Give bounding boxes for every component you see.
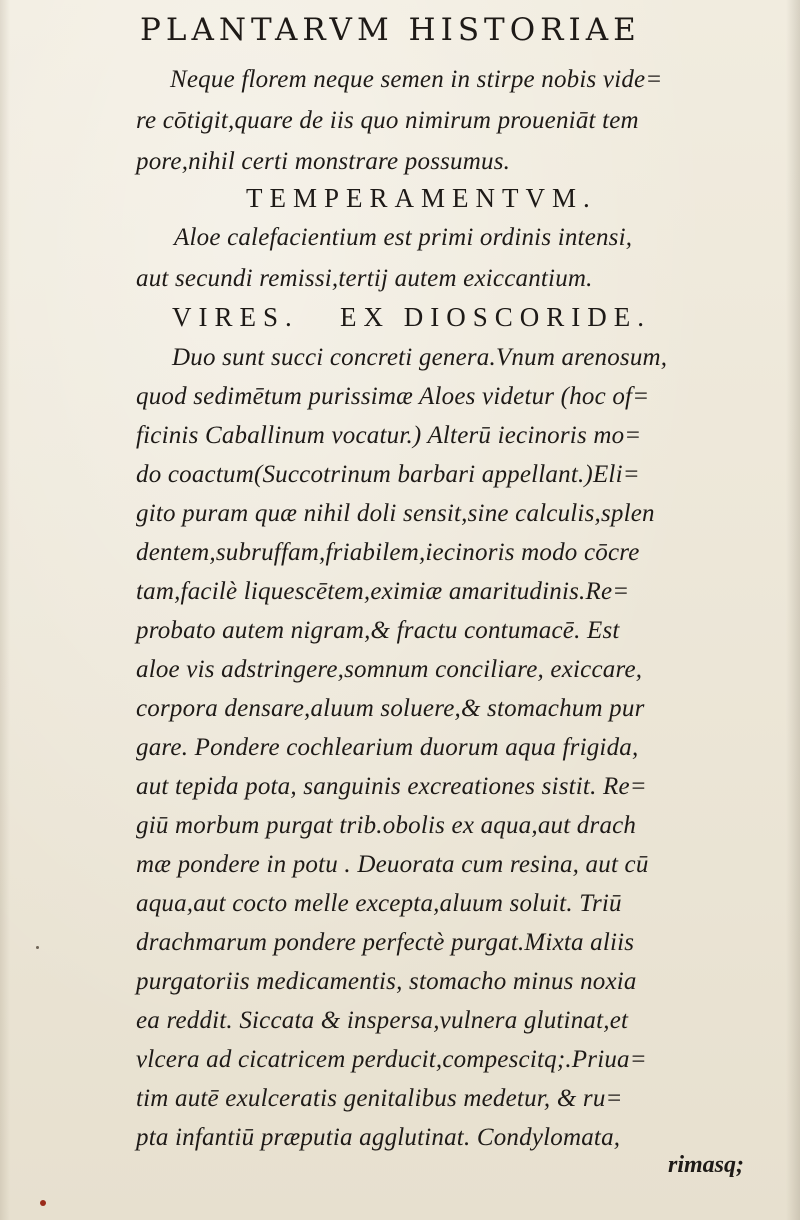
text-line: gito puram quæ nihil doli sensit,sine calculis,splen (136, 500, 655, 527)
text-line: probato autem nigram,& fractu contumacē. Est (136, 617, 620, 644)
text-line: do coactum(Succotrinum barbari appellant.)Eli= (136, 461, 640, 488)
text-line: purgatoriis medicamentis, stomacho minus noxia (136, 968, 637, 995)
text-line: ficinis Caballinum vocatur.) Alterū iecinoris mo= (136, 422, 642, 449)
text-line: aut tepida pota, sanguinis excreationes sistit. Re= (136, 773, 647, 800)
text-line: re cōtigit,quare de iis quo nimirum proueniāt tem (136, 107, 639, 134)
text-line: pta infantiū præputia agglutinat. Condylomata, (136, 1124, 621, 1151)
text-line: Neque florem neque semen in stirpe nobis vide= (170, 66, 663, 93)
text-line: quod sedimētum purissimæ Aloes videtur (hoc of= (136, 383, 650, 410)
paper-speck (36, 946, 39, 949)
text-line: ea reddit. Siccata & inspersa,vulnera glutinat,et (136, 1007, 629, 1034)
text-line: Aloe calefacientium est primi ordinis intensi, (174, 224, 633, 251)
page-left-edge-shadow (0, 0, 10, 1220)
text-line: drachmarum pondere perfectè purgat.Mixta aliis (136, 929, 635, 956)
text-line: aqua,aut cocto melle excepta,aluum soluit. Triū (136, 890, 622, 917)
catchword: rimasq; (668, 1152, 745, 1178)
text-line: aloe vis adstringere,somnum conciliare, exiccare, (136, 656, 643, 683)
text-line: tim autē exulceratis genitalibus medetur, & ru= (136, 1085, 623, 1112)
text-line: corpora densare,aluum soluere,& stomachum pur (136, 695, 645, 722)
text-line: mæ pondere in potu . Deuorata cum resina, aut cū (136, 851, 649, 878)
text-line: aut secundi remissi,tertij autem exiccantium. (136, 265, 593, 292)
text-line: pore,nihil certi monstrare possumus. (136, 148, 511, 175)
text-line: dentem,subruffam,friabilem,iecinoris modo cōcre (136, 539, 640, 566)
page-right-edge-shadow (786, 0, 800, 1220)
running-header: PLANTARVM HISTORIAE (140, 12, 641, 48)
text-line: tam,facilè liquescētem,eximiæ amaritudinis.Re= (136, 578, 630, 605)
text-line: gare. Pondere cochlearium duorum aqua frigida, (136, 734, 639, 761)
ink-speck (40, 1200, 46, 1206)
heading-vires-ex-dioscoride: VIRES. EX DIOSCORIDE. (172, 302, 652, 332)
text-line: giū morbum purgat trib.obolis ex aqua,aut drach (136, 812, 637, 839)
heading-temperamentum: TEMPERAMENTVM. (246, 183, 597, 213)
text-line: vlcera ad cicatricem perducit,compescitq;.Priua= (136, 1046, 647, 1073)
text-line: Duo sunt succi concreti genera.Vnum arenosum, (172, 344, 668, 371)
